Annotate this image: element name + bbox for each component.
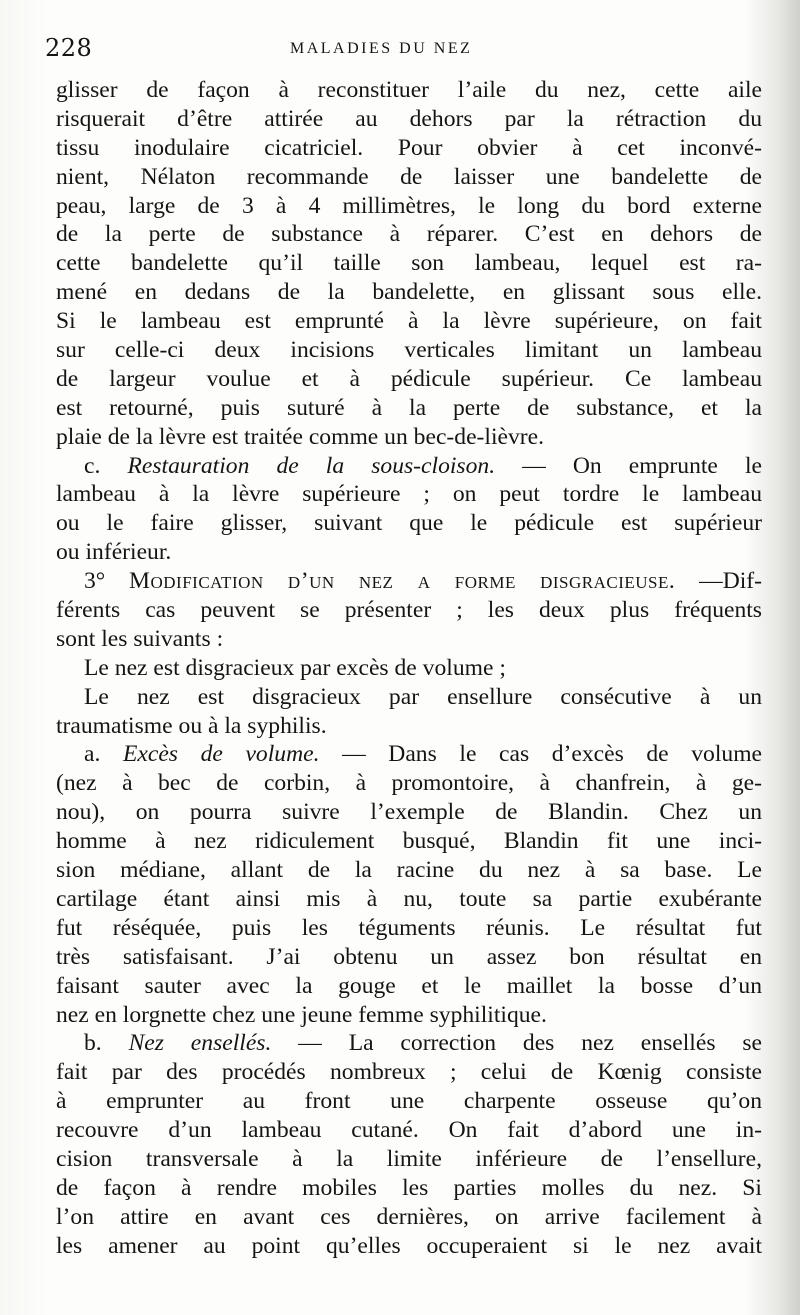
text-line: Le nez est disgracieux par ensellure consécutive à un <box>84 683 762 710</box>
section-3-heading-line <box>56 567 762 596</box>
text-line: sont les suivants : <box>56 625 224 652</box>
text-line: nou), on pourra suivre l’exemple de Blandin. Chez un <box>56 799 762 826</box>
section-c-title: Restauration de la sous-cloison. <box>127 452 496 479</box>
text-line: Si le lambeau est emprunté à la lèvre supérieure, on fait <box>56 308 762 335</box>
text-line: glisser de façon à reconstituer l’aile du nez, cette aile <box>56 77 762 103</box>
text-line: est retourné, puis suturé à la perte de substance, et la <box>56 394 762 421</box>
text-line: cision transversale à la limite inférieure de l’ensellure, <box>56 1145 762 1172</box>
body-text <box>56 76 762 1261</box>
text-line: peau, large de 3 à 4 millimètres, le long du bord externe <box>56 192 762 219</box>
text-line: tissu inodulaire cicatriciel. Pour obvier à cet inconvé- <box>56 134 762 161</box>
text-line: férents cas peuvent se présenter ; les deux plus fréquents <box>56 597 762 624</box>
page-number: 228 <box>45 34 93 62</box>
text-line: nez en lorgnette chez une jeune femme syphilitique. <box>56 1001 547 1028</box>
section-c-heading-line <box>56 452 762 481</box>
section-c-marker: c. <box>84 452 101 479</box>
text-line: fut réséquée, puis les téguments réunis. Le résultat fut <box>56 914 762 941</box>
text-line: très satisfaisant. J’ai obtenu un assez bon résultat en <box>56 943 762 970</box>
text-line: mené en dedans de la bandelette, en glissant sous elle. <box>56 279 762 306</box>
section-3-lead: —Dif- <box>699 568 762 595</box>
text-line: de largeur voulue et à pédicule supérieur. Ce lambeau <box>56 365 762 392</box>
text-line: sur celle-ci deux incisions verticales limitant un lambeau <box>56 337 762 364</box>
section-a-lead: — Dans le cas d’excès de volume <box>342 741 763 768</box>
page-header <box>45 34 765 64</box>
text-line: recouvre d’un lambeau cutané. On fait d’abord une in- <box>56 1117 762 1144</box>
text-line: (nez à bec de corbin, à promontoire, à chanfrein, à ge- <box>56 770 762 797</box>
text-line: lambeau à la lèvre supérieure ; on peut tordre le lambeau <box>56 481 762 508</box>
section-b-heading-line <box>56 1029 762 1058</box>
text-line: l’on attire en avant ces dernières, on arrive facilement à <box>56 1203 762 1230</box>
section-3-title: Modification d’un nez a forme disgracieuse. <box>129 568 676 595</box>
text-line: traumatisme ou à la syphilis. <box>56 712 327 739</box>
section-c-lead: — On emprunte le <box>522 452 762 479</box>
section-a-marker: a. <box>84 741 101 768</box>
text-line: ou le faire glisser, suivant que le pédicule est supérieur <box>56 510 762 537</box>
text-line: sion médiane, allant de la racine du nez à sa base. Le <box>56 857 762 884</box>
text-line: de façon à rendre mobiles les parties molles du nez. Si <box>56 1174 762 1201</box>
text-line: cartilage étant ainsi mis à nu, toute sa partie exubérante <box>56 885 762 912</box>
text-line: Le nez est disgracieux par excès de volume ; <box>84 654 506 681</box>
running-head: MALADIES DU NEZ <box>290 40 473 57</box>
text-line: faisant sauter avec la gouge et le maillet la bosse d’un <box>56 972 762 999</box>
section-b-lead: — La correction des nez ensellés se <box>298 1030 762 1057</box>
section-b-title: Nez ensellés. <box>128 1030 272 1057</box>
text-line: les amener au point qu’elles occuperaient si le nez avait <box>56 1232 762 1259</box>
text-line: cette bandelette qu’il taille son lambeau, lequel est ra- <box>56 250 762 277</box>
text-line: plaie de la lèvre est traitée comme un bec-de-lièvre. <box>56 423 545 450</box>
section-a-heading-line <box>56 740 762 769</box>
text-line: fait par des procédés nombreux ; celui de Kœnig consiste <box>56 1059 762 1086</box>
section-b-marker: b. <box>84 1030 102 1057</box>
text-line: risquerait d’être attirée au dehors par la rétraction du <box>56 105 762 132</box>
section-3-number: 3° <box>84 568 106 595</box>
text-line: de la perte de substance à réparer. C’est en dehors de <box>56 221 762 248</box>
text-line: nient, Nélaton recommande de laisser une bandelette de <box>56 163 762 190</box>
section-a-title: Excès de volume. <box>122 741 320 768</box>
text-line: homme à nez ridiculement busqué, Blandin fit une inci- <box>56 828 762 855</box>
text-line: à emprunter au front une charpente osseuse qu’on <box>56 1088 762 1115</box>
text-line: ou inférieur. <box>56 539 172 566</box>
